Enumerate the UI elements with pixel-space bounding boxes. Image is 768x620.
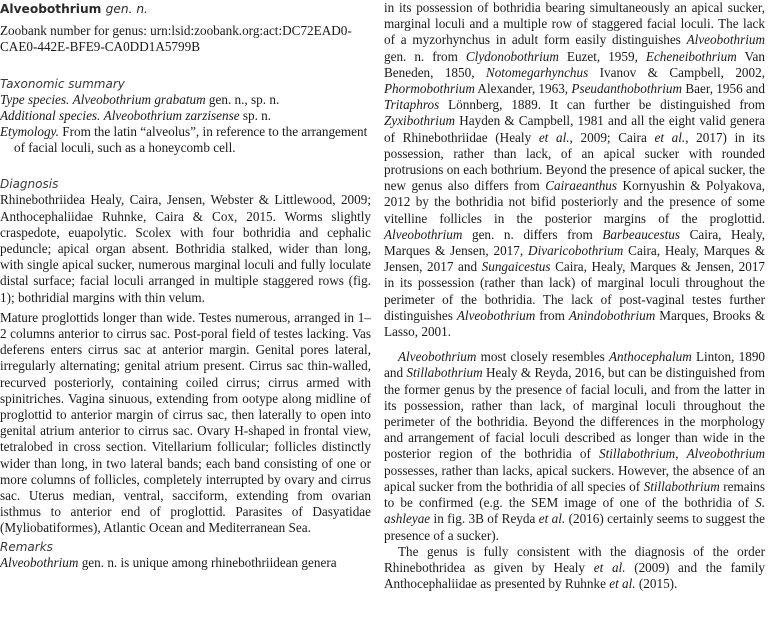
- text-run: Baer, 1956 and: [682, 81, 765, 97]
- text-run: in its possession of bothridia bearing simultaneously an apical sucker, marginal loculi and a multiple row of staggered facial loculi. The lack of a myzorhynchus in adult form easily distinguishes: [384, 0, 765, 48]
- remarks-text: gen. n. is unique among rhinebothriidean genera: [78, 554, 337, 570]
- text-run: possesses, rather than lacks, apical suckers. However, the absence of an apical sucker from the bothridia of all species of: [384, 462, 765, 494]
- text-run: Healy & Reyda, 2016, but can be distinguished from the former genus by the presence of facial loculi, and from the latter in its possession, rather than lack, of marginal loculi throughout the perimeter of the bothridia. Beyond the differences in the morphology and arrangement of facial loculi described as longer than wide in the posterior region of the bothridia of: [384, 365, 765, 462]
- text-run: most closely resembles: [476, 349, 609, 365]
- genus-title-name: Alveobothrium: [0, 2, 102, 16]
- text-run: Caira, Healy, Marques & Jensen, 2017 in its possession (rather than lack) of marginal loculi throughout the perimeter of the bothridia. The lack of post-vaginal testes further distinguishes: [384, 259, 766, 323]
- italic-run: Stillabothrium: [598, 446, 676, 462]
- etymology-text: From the latin “alveolus”, in reference to the arrangement of facial loculi, such as a honeycomb cell.: [14, 124, 368, 156]
- right-column: [384, 0, 765, 592]
- additional-species-name: Alveobothrium zarzisense: [103, 107, 240, 123]
- italic-run: Pseudanthobothrium: [571, 81, 683, 97]
- etymology-label: Etymology.: [0, 124, 59, 140]
- italic-run: et al.: [609, 576, 636, 592]
- type-species-label: Type species.: [0, 91, 70, 107]
- additional-species-label: Additional species.: [0, 107, 101, 123]
- text-run: The genus is fully consistent with the diagnosis of the order Rhinebothridea as given by Healy: [384, 543, 765, 575]
- text-run: (2009) and the family Anthocephaliidae as presented by Ruhnke: [384, 559, 766, 592]
- italic-run: Alveobothrium: [686, 32, 765, 48]
- italic-run: Anthocephalum: [608, 349, 692, 365]
- italic-run: Anindobothrium: [568, 307, 656, 323]
- remarks-paragraph-consistency: [384, 544, 765, 593]
- text-run: Kornyushin & Polyakova, 2012 by the bothridia not bifid posteriorly and the presence of some vitelline follicles in the posterior margins of the proglottid.: [384, 178, 765, 226]
- zoobank-number: Zoobank number for genus: urn:lsid:zoobank.org:act:DC72EAD0-CAE0-442E-BFE9-CA0DD1A5799B: [0, 23, 352, 55]
- text-run: remains to be confirmed (e.g. the SEM image of one of the bothridia of: [384, 478, 765, 511]
- etymology: [0, 124, 371, 156]
- type-species-suffix: gen. n., sp. n.: [205, 91, 280, 107]
- text-run: in fig. 3B of Reyda: [430, 511, 539, 527]
- italic-run: Alveobothrium: [384, 226, 463, 242]
- text-run: Lönnberg, 1889. It can further be distinguished from: [439, 97, 765, 113]
- remarks-paragraph-continued: [384, 0, 765, 340]
- left-column: [0, 0, 371, 571]
- taxonomic-summary-heading: Taxonomic summary: [0, 76, 125, 91]
- additional-species: [0, 108, 371, 124]
- italic-run: Stillabothrium: [406, 365, 483, 381]
- italic-run: Zyxibothrium: [384, 113, 456, 129]
- text-run: (2015).: [635, 576, 678, 592]
- diagnosis-paragraph-1: Rhinebothriidea Healy, Caira, Jensen, Webster & Littlewood, 2009; Anthocephaliidae Ruhnke, Caira & Cox, 2015. Worms slightly craspedote, euapolytic. Scolex with four bothridia and cephalic peduncle; apical organ absent. Bothridia stalked, wider than long, with single apical sucker, numerous marginal loculi and fully loculate distal surface; facial loculi arranged in multiple staggered rows (fig. 1); bothridial margins with thin velum.: [0, 192, 371, 305]
- italic-run: Sungaicestus: [481, 259, 551, 275]
- text-run: Van Beneden, 1850,: [384, 48, 765, 80]
- text-run: Caira, Healy, Marques & Jensen, 2017 and: [384, 243, 765, 275]
- genus-title-suffix: gen. n.: [105, 2, 148, 16]
- italic-run: Divaricobothrium: [528, 243, 624, 259]
- additional-species-suffix: sp. n.: [239, 107, 272, 123]
- italic-run: et al.: [538, 129, 570, 145]
- text-run: Caira, Healy, Marques & Jensen, 2017,: [384, 226, 765, 259]
- italic-run: Echeneibothrium: [645, 48, 737, 64]
- italic-run: et al.: [538, 511, 566, 527]
- text-run: Euzet, 1959,: [558, 48, 646, 64]
- italic-run: S. ashleyae: [384, 495, 765, 527]
- italic-run: Barbeaucestus: [602, 226, 681, 242]
- text-run: , 2017) in its possession, rather than lack, of an apical sucker with rounded protrusions on each bothrium. Beyond the presence of apical sucker, the new genus also differs from: [384, 129, 765, 194]
- text-run: ,: [675, 446, 687, 462]
- italic-run: Alveobothrium: [456, 307, 536, 323]
- italic-run: Clydonobothrium: [465, 48, 559, 64]
- italic-run: et al.: [593, 559, 626, 575]
- italic-run: Phormobothrium: [384, 81, 475, 97]
- italic-run: Alveobothrium: [686, 446, 765, 462]
- text-run: Linton, 1890 and: [384, 349, 766, 381]
- italic-run: Alveobothrium: [398, 349, 477, 365]
- type-species: [0, 92, 371, 108]
- text-run: Alexander, 1963,: [474, 81, 572, 97]
- type-species-name: Alveobothrium grabatum: [72, 91, 206, 107]
- text-run: Marques, Brooks & Lasso, 2001.: [384, 307, 765, 340]
- text-run: Hayden & Campbell, 1981 and all the eight valid genera of Rhinebothriidae (Healy: [384, 113, 765, 145]
- text-run: from: [535, 307, 569, 323]
- remarks-heading: Remarks: [0, 539, 53, 554]
- remarks-genus-name: Alveobothrium: [0, 554, 79, 570]
- italic-run: Cairaeanthus: [545, 178, 618, 194]
- diagnosis-paragraph-2: Mature proglottids longer than wide. Testes numerous, arranged in 1–2 columns anterior to cirrus sac. Post-poral field of testes lacking. Vas deferens enters cirrus sac at anterior margin. Genital pores lateral, irregularly alternating; genital atrium present. Cirrus sac thin-walled, recurved posteriorly, containing coiled cirrus; cirrus armed with spinitriches. Vagina sinuous, extending from ootype along midline of proglottid to anterior margin of cirrus sac, then laterally to open into genital atrium anterior to cirrus sac. Ovary H-shaped in frontal view, tetralobed in cross section. Vitellarium follicular; follicles distinctly wider than long, in two lateral bands; each band consisting of one or more columns of follicles, completely interrupted by ovary and cirrus sac. Uterus median, ventral, sacciform, extending from ovarian isthmus to anterior end of proglottid. Parasites of Dasyatidae (Myliobatiformes), Atlantic Ocean and Mediterranean Sea.: [0, 309, 371, 536]
- diagnosis-heading: Diagnosis: [0, 177, 59, 192]
- remarks-paragraph-start: [0, 555, 371, 571]
- text-run: (2016) certainly seems to suggest the presence of a sucker).: [384, 511, 765, 543]
- italic-run: Tritaphros: [384, 97, 440, 113]
- text-run: gen. n. from: [384, 48, 466, 64]
- remarks-paragraph-comparison: [384, 349, 765, 543]
- text-run: Ivanov & Campbell, 2002,: [588, 64, 765, 80]
- text-run: gen. n. differs from: [462, 226, 603, 242]
- genus-title: [0, 1, 371, 17]
- italic-run: Stillabothrium: [643, 478, 720, 494]
- text-run: , 2009; Caira: [569, 129, 655, 145]
- italic-run: et al.: [654, 129, 686, 145]
- italic-run: Notomegarhynchus: [485, 64, 589, 80]
